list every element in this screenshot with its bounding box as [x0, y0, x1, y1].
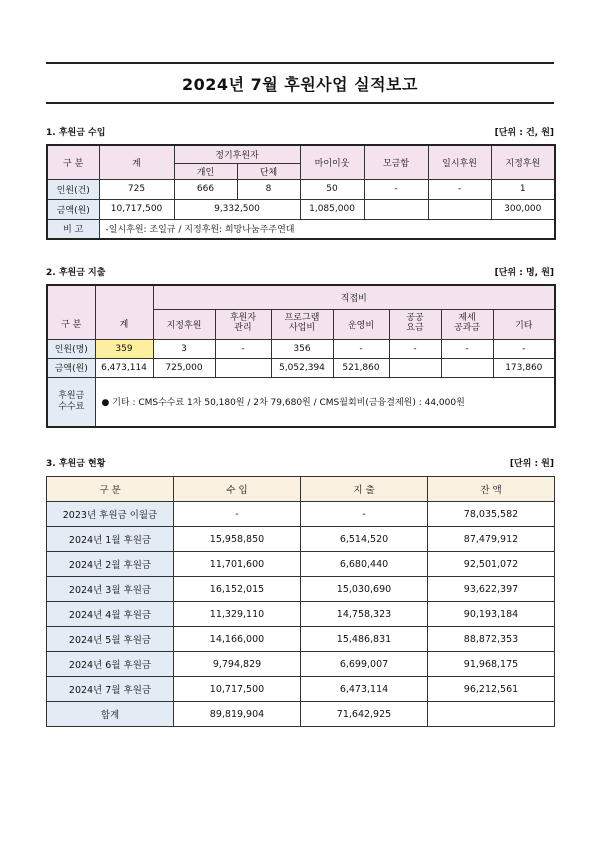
income-row-amount — [47, 199, 555, 219]
cell: - — [174, 502, 301, 527]
section2-unit: [단위 : 명, 원] — [494, 268, 554, 278]
cell: 5,052,394 — [271, 358, 333, 377]
expense-h-total: 계 — [95, 309, 153, 339]
cell: 9,332,500 — [174, 199, 300, 219]
cell: 6,514,520 — [301, 527, 428, 552]
cell: 725 — [99, 179, 174, 199]
balance-h-expense: 지 출 — [301, 477, 428, 502]
cell: - — [333, 339, 389, 358]
cell: - — [364, 179, 428, 199]
income-h-myioot: 마이이웃 — [300, 145, 364, 179]
cell — [441, 358, 493, 377]
expense-h-direct: 직접비 — [153, 285, 555, 309]
table-row — [47, 627, 555, 652]
income-h-group: 단체 — [237, 163, 300, 179]
cell: 666 — [174, 179, 237, 199]
table-row — [47, 602, 555, 627]
section2-heading: 2. 후원금 지출 — [46, 268, 106, 278]
table-row — [47, 502, 555, 527]
cell: 금액(원) — [47, 199, 99, 219]
section1-header — [46, 125, 554, 138]
table-row-total — [47, 702, 555, 727]
cell: 9,794,829 — [174, 652, 301, 677]
cell: 15,486,831 — [301, 627, 428, 652]
cell — [364, 199, 428, 219]
cell: 6,699,007 — [301, 652, 428, 677]
expense-h-gubun: 구 분 — [47, 309, 95, 339]
table-row — [47, 552, 555, 577]
cell: 인원(건) — [47, 179, 99, 199]
cell — [389, 358, 441, 377]
report-title-box — [46, 62, 554, 104]
cell: 2024년 1월 후원금 — [47, 527, 174, 552]
cell: 3 — [153, 339, 215, 358]
cell: 173,860 — [493, 358, 555, 377]
cell: 78,035,582 — [428, 502, 555, 527]
cell: 89,819,904 — [174, 702, 301, 727]
cell: 14,166,000 — [174, 627, 301, 652]
income-table — [46, 144, 556, 240]
note-text: -일시후원: 조일규 / 지정후원: 희망나눔주주연대 — [99, 219, 555, 239]
cell: 11,329,110 — [174, 602, 301, 627]
cell: 15,958,850 — [174, 527, 301, 552]
cell: 2024년 6월 후원금 — [47, 652, 174, 677]
expense-col-6: 기타 — [493, 309, 555, 339]
cell: 6,680,440 — [301, 552, 428, 577]
cell: 6,473,114 — [95, 358, 153, 377]
income-row-count — [47, 179, 555, 199]
income-h-regular: 정기후원자 — [174, 145, 300, 163]
cell: - — [215, 339, 271, 358]
expense-col-2: 프로그램 사업비 — [271, 309, 333, 339]
cell: 300,000 — [491, 199, 555, 219]
cell: 15,030,690 — [301, 577, 428, 602]
cell: 인원(명) — [47, 339, 95, 358]
income-h-fundraise: 모금함 — [364, 145, 428, 179]
cell: - — [301, 502, 428, 527]
cell: 356 — [271, 339, 333, 358]
fee-text: ● 기타 : CMS수수료 1차 50,180원 / 2차 79,680원 / CMS월회비(금융결제원) : 44,000원 — [95, 377, 555, 427]
cell: 88,872,353 — [428, 627, 555, 652]
note-label: 비 고 — [47, 219, 99, 239]
expense-table — [46, 284, 556, 428]
cell — [215, 358, 271, 377]
income-h-total: 계 — [99, 145, 174, 179]
cell: 2024년 4월 후원금 — [47, 602, 174, 627]
table-row — [47, 527, 555, 552]
cell: 96,212,561 — [428, 677, 555, 702]
expense-fee-row — [47, 377, 555, 427]
cell: 71,642,925 — [301, 702, 428, 727]
cell: 금액(원) — [47, 358, 95, 377]
cell: 359 — [95, 339, 153, 358]
cell — [428, 199, 491, 219]
cell: 2024년 2월 후원금 — [47, 552, 174, 577]
section3-unit: [단위 : 원] — [509, 459, 554, 469]
cell: 521,860 — [333, 358, 389, 377]
cell: 90,193,184 — [428, 602, 555, 627]
expense-h-blank1 — [47, 285, 95, 309]
cell: 92,501,072 — [428, 552, 555, 577]
cell: 16,152,015 — [174, 577, 301, 602]
cell: 10,717,500 — [174, 677, 301, 702]
expense-row-count — [47, 339, 555, 358]
expense-col-5: 제세 공과금 — [441, 309, 493, 339]
expense-h-blank2 — [95, 285, 153, 309]
cell: 1,085,000 — [300, 199, 364, 219]
report-title: 2024년 7월 후원사업 실적보고 — [182, 74, 418, 94]
cell: 725,000 — [153, 358, 215, 377]
cell: 6,473,114 — [301, 677, 428, 702]
section2-header — [46, 265, 554, 278]
section1-heading: 1. 후원금 수입 — [46, 128, 106, 138]
cell: 91,968,175 — [428, 652, 555, 677]
income-note-row — [47, 219, 555, 239]
cell: 93,622,397 — [428, 577, 555, 602]
balance-h-balance: 잔 액 — [428, 477, 555, 502]
expense-col-3: 운영비 — [333, 309, 389, 339]
cell — [428, 702, 555, 727]
fee-label: 후원금 수수료 — [47, 377, 95, 427]
table-row — [47, 577, 555, 602]
section1-unit: [단위 : 건, 원] — [494, 128, 554, 138]
cell: 50 — [300, 179, 364, 199]
cell: 2024년 5월 후원금 — [47, 627, 174, 652]
cell: - — [493, 339, 555, 358]
cell: - — [428, 179, 491, 199]
expense-col-0: 지정후원 — [153, 309, 215, 339]
section3-heading: 3. 후원금 현황 — [46, 459, 106, 469]
expense-col-1: 후원자 관리 — [215, 309, 271, 339]
cell: 2024년 7월 후원금 — [47, 677, 174, 702]
table-row — [47, 652, 555, 677]
income-h-gubun: 구 분 — [47, 145, 99, 179]
cell: 2024년 3월 후원금 — [47, 577, 174, 602]
cell: 14,758,323 — [301, 602, 428, 627]
cell: 2023년 후원금 이월금 — [47, 502, 174, 527]
income-h-designated: 지정후원 — [491, 145, 555, 179]
balance-h-income: 수 입 — [174, 477, 301, 502]
income-h-temp: 일시후원 — [428, 145, 491, 179]
table-row — [47, 677, 555, 702]
income-h-individual: 개인 — [174, 163, 237, 179]
balance-table — [46, 476, 555, 727]
section3-header — [46, 456, 554, 469]
cell: 8 — [237, 179, 300, 199]
expense-row-amount — [47, 358, 555, 377]
cell: 10,717,500 — [99, 199, 174, 219]
balance-h-gubun: 구 분 — [47, 477, 174, 502]
cell: - — [389, 339, 441, 358]
cell: 87,479,912 — [428, 527, 555, 552]
expense-col-4: 공공 요금 — [389, 309, 441, 339]
balance-header-row — [47, 477, 555, 502]
cell: - — [441, 339, 493, 358]
cell: 11,701,600 — [174, 552, 301, 577]
cell: 1 — [491, 179, 555, 199]
cell: 합계 — [47, 702, 174, 727]
